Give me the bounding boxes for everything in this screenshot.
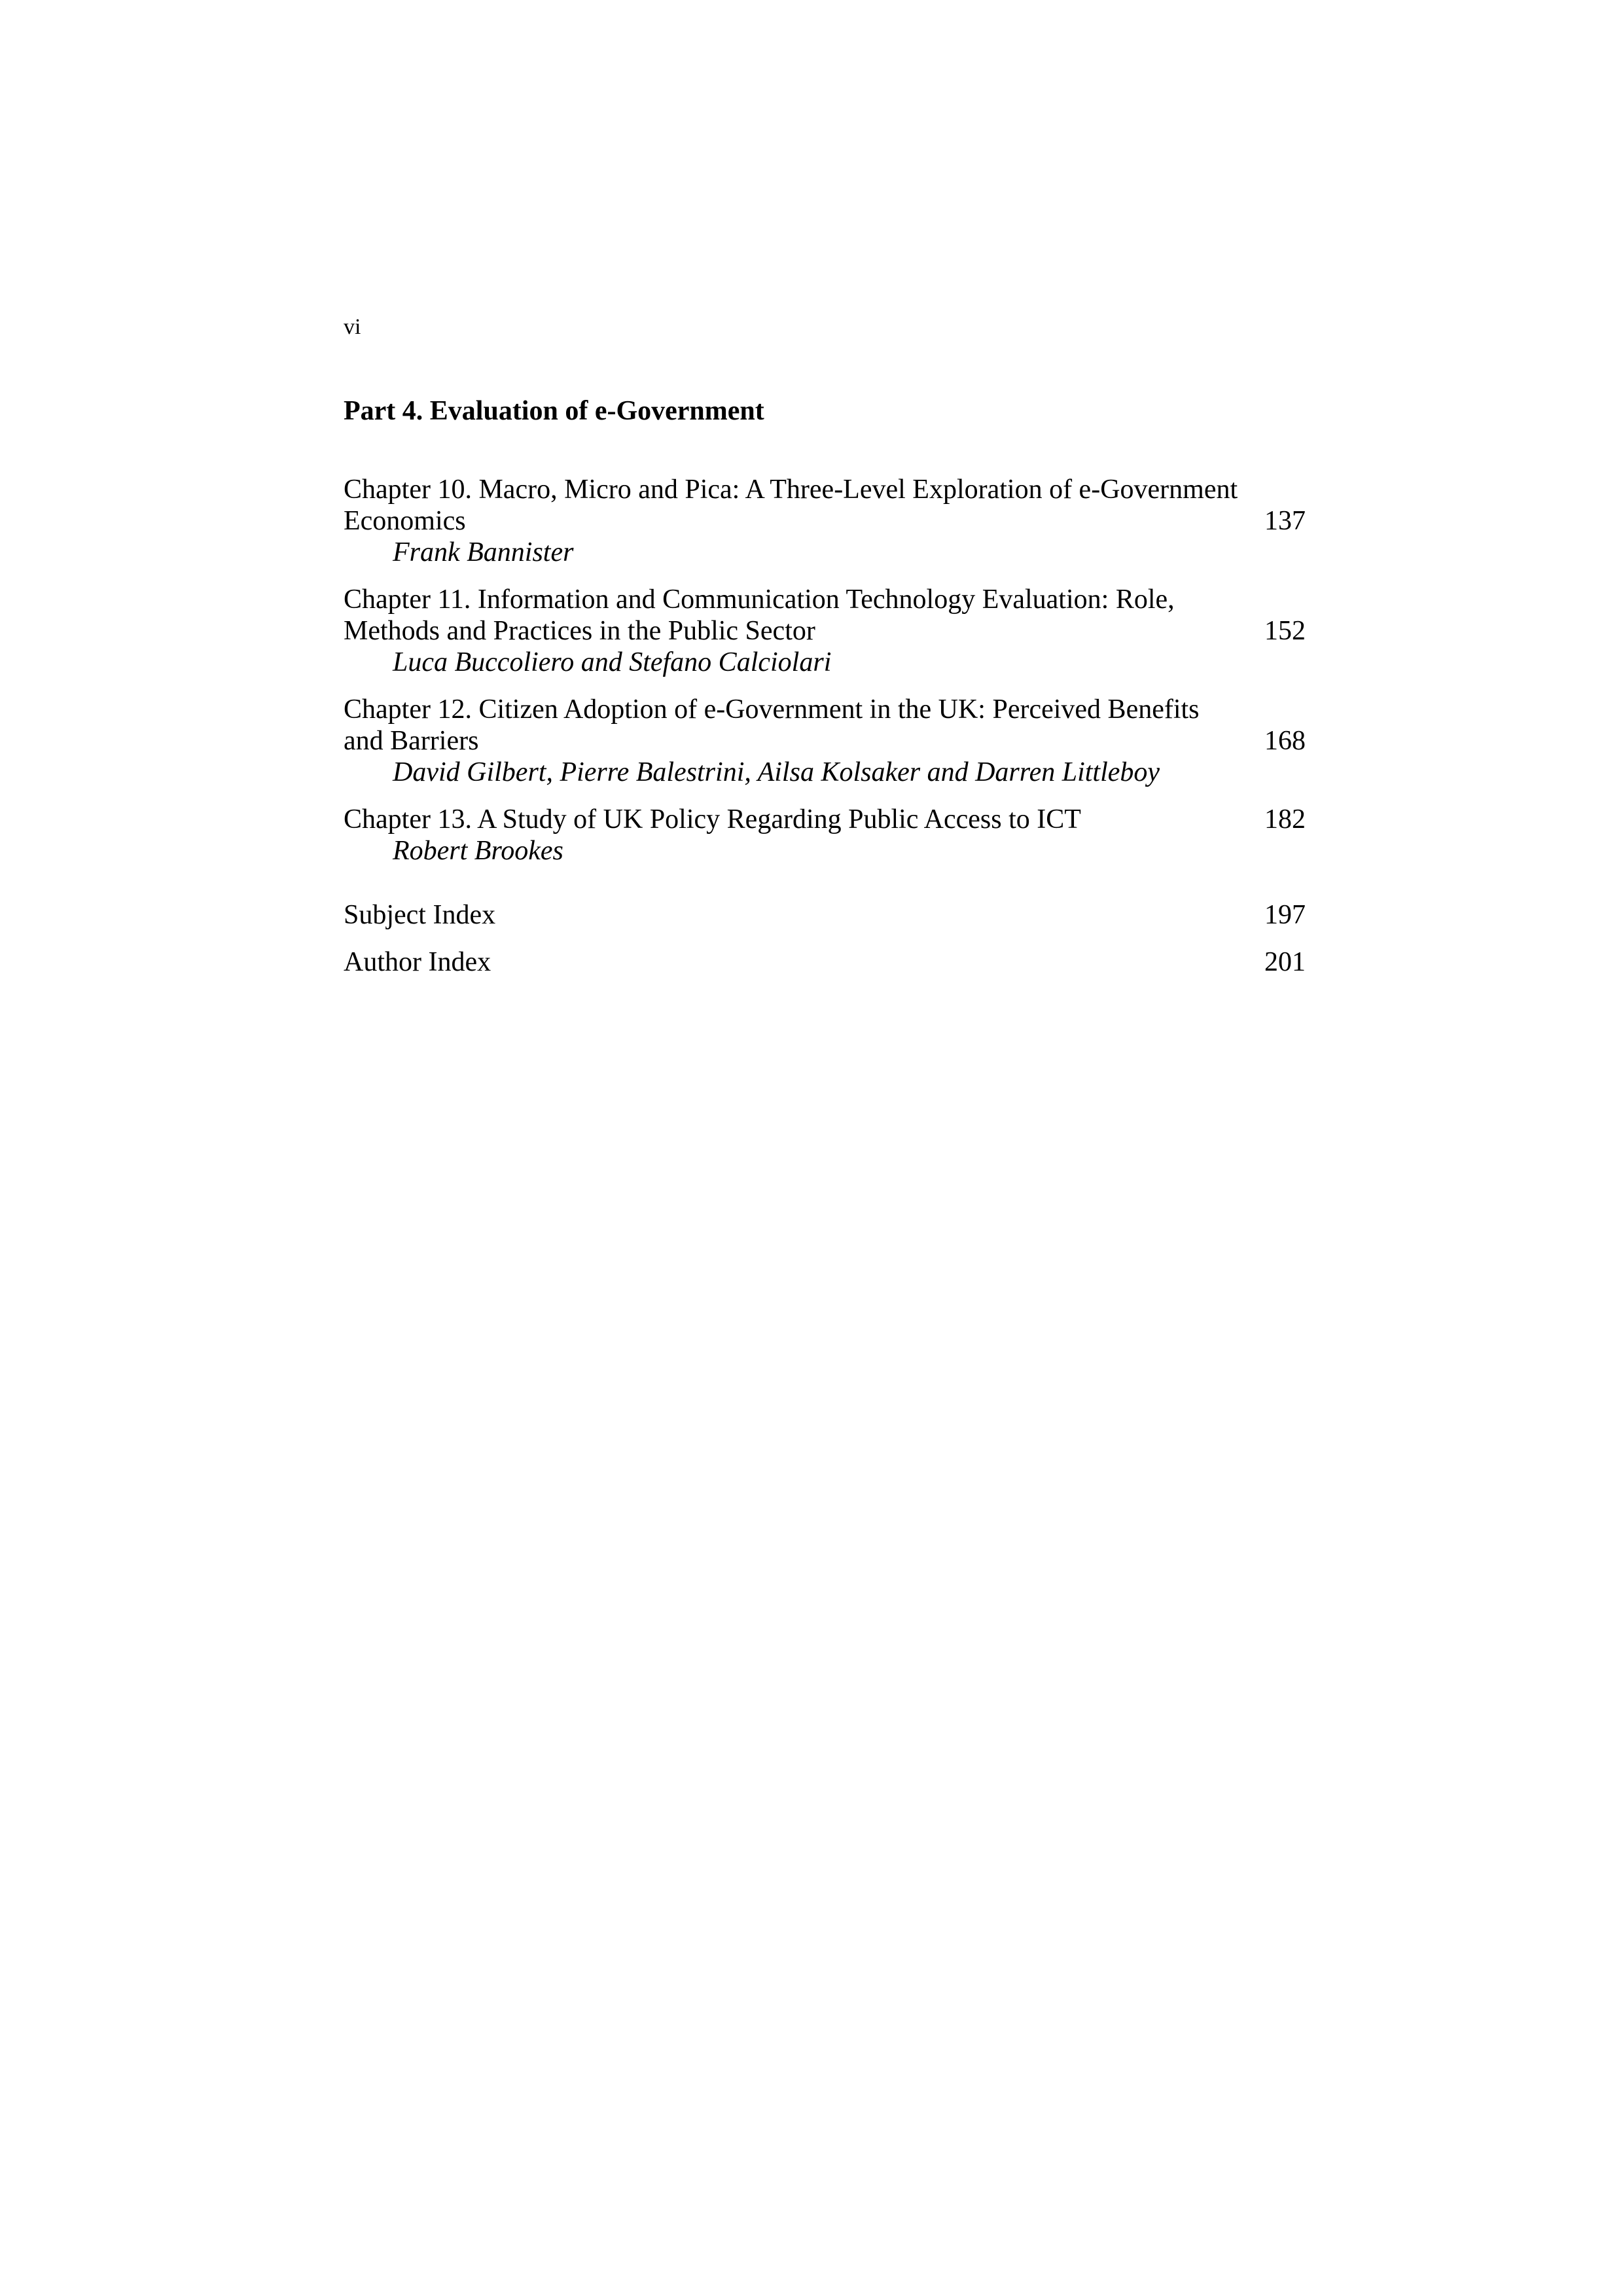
chapter-title-line-1: Chapter 10. Macro, Micro and Pica: A Three-Level Exploration of e-Government [344,475,1238,505]
chapter-page-number: 137 [1264,506,1306,536]
table-of-contents [344,474,1306,994]
page-number: vi [344,315,361,339]
index-title: Author Index [344,947,491,977]
chapter-title-line-2: Methods and Practices in the Public Sector [344,616,815,646]
chapter-author: Frank Bannister [393,537,574,567]
chapter-title-line-1: Chapter 11. Information and Communication Technology Evaluation: Role, [344,584,1175,615]
index-page-number: 197 [1264,900,1306,930]
toc-entry-author-index [344,946,1306,978]
index-title: Subject Index [344,900,496,930]
section-spacer [344,882,1306,899]
chapter-page-number: 152 [1264,616,1306,646]
chapter-page-number: 168 [1264,726,1306,756]
chapter-page-number: 182 [1264,804,1306,834]
chapter-title-line-2: and Barriers [344,726,479,756]
toc-entry-chapter-13 [344,804,1306,867]
part-title: Part 4. Evaluation of e-Government [344,396,764,426]
index-page-number: 201 [1264,947,1306,977]
chapter-author: Luca Buccoliero and Stefano Calciolari [393,647,832,677]
chapter-title-line-1: Chapter 13. A Study of UK Policy Regarding Public Access to ICT [344,804,1081,834]
chapter-title-line-2: Economics [344,506,466,536]
toc-entry-chapter-11 [344,584,1306,678]
chapter-title-line-1: Chapter 12. Citizen Adoption of e-Government in the UK: Perceived Benefits [344,694,1200,725]
chapter-author: Robert Brookes [393,836,563,866]
chapter-author: David Gilbert, Pierre Balestrini, Ailsa Kolsaker and Darren Littleboy [393,757,1160,787]
toc-entry-chapter-10 [344,474,1306,568]
toc-entry-subject-index [344,899,1306,931]
toc-entry-chapter-12 [344,694,1306,788]
